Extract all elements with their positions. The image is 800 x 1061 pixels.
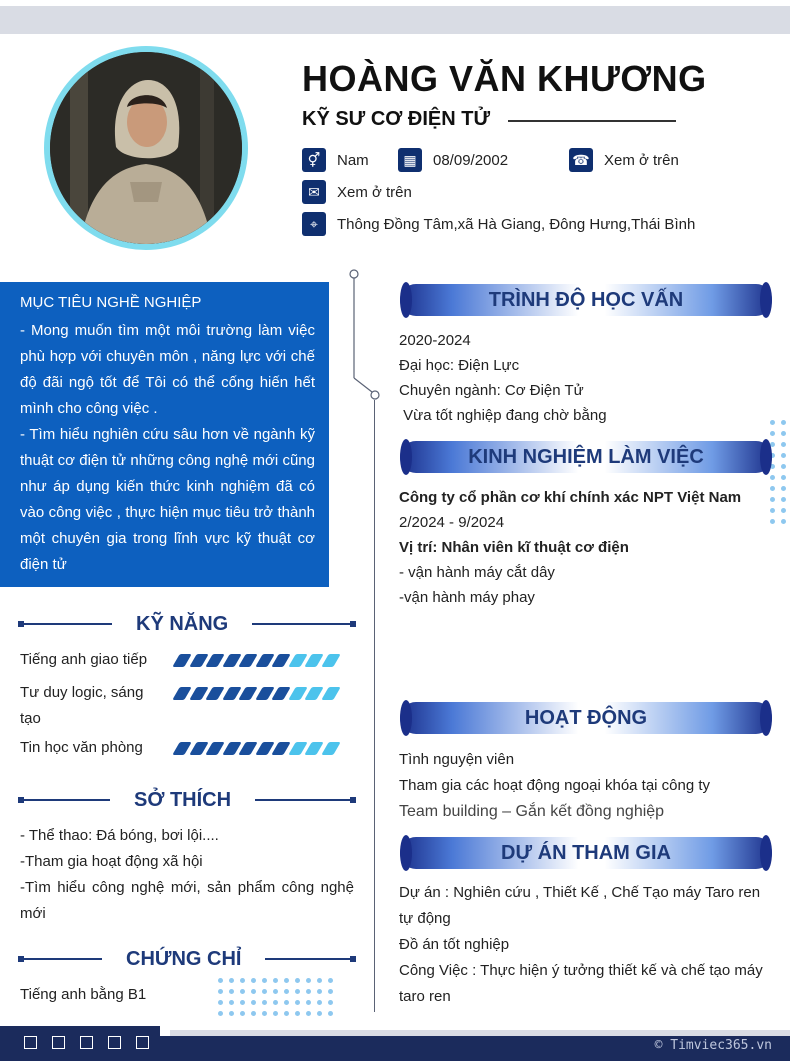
dot [328,1000,333,1005]
dot [240,1000,245,1005]
skill-name: Tin học văn phòng [20,739,143,756]
hobby-item: - Thể thao: Đá bóng, bơi lội.... [20,827,219,844]
dot [229,1011,234,1016]
birthday-row [398,148,508,172]
dot [284,989,289,994]
education-content [399,328,771,428]
dot [781,442,786,447]
timeline-line [374,400,375,1012]
dot [306,989,311,994]
dot [218,989,223,994]
dot [306,1000,311,1005]
experience-content [399,485,771,610]
skill-level-bar [176,742,341,755]
footer-square-icon [52,1036,65,1049]
birthday-cake-icon: ▦ [398,148,422,172]
dot [262,1000,267,1005]
footer-square-icon [108,1036,121,1049]
dot [328,1011,333,1016]
experience-period: 2/2024 - 9/2024 [399,514,505,531]
project-item: Đồ án tốt nghiệp [399,936,510,953]
dot [306,1011,311,1016]
dot [781,453,786,458]
projects-title: DỰ ÁN THAM GIA [501,841,671,864]
dot [328,978,333,983]
skills-title: KỸ NĂNG [136,612,229,635]
skill-segment [321,654,341,667]
certificate-item: Tiếng anh bằng B1 [20,986,147,1003]
activity-item: Team building – Gắn kết đồng nghiệp [399,803,665,820]
activities-ribbon [400,702,772,734]
dot [781,475,786,480]
dot [317,989,322,994]
dot [240,989,245,994]
dot [218,1011,223,1016]
job-title: KỸ SƯ CƠ ĐIỆN TỬ [302,108,491,130]
dot [328,989,333,994]
address-row [302,212,695,236]
dot [273,989,278,994]
skill-level-bar [176,687,341,700]
dot [284,978,289,983]
experience-task: -vận hành máy phay [399,589,535,606]
dot [218,978,223,983]
top-bar [0,6,790,34]
dot [781,464,786,469]
education-title: TRÌNH ĐỘ HỌC VẤN [488,288,684,311]
footer-square-icon [136,1036,149,1049]
experience-title: KINH NGHIỆM LÀM VIỆC [468,445,704,468]
dot [781,431,786,436]
certificates-title: CHỨNG CHỈ [126,947,242,970]
footer-brand: © Timviec365.vn [654,1038,772,1053]
footer-square-icon [24,1036,37,1049]
phone-icon: ☎ [569,148,593,172]
skill-name: Tiếng anh giao tiếp [20,651,148,668]
objective-title: MỤC TIÊU NGHỀ NGHIỆP [20,294,202,311]
hobbies-title: SỞ THÍCH [134,788,232,811]
education-school: Đại học: Điện Lực [399,357,520,374]
projects-content [399,880,771,1010]
avatar [44,46,248,250]
dot [295,978,300,983]
dot [229,989,234,994]
dot [262,978,267,983]
projects-ribbon [400,837,772,869]
dot [770,475,775,480]
timeline-connector [348,268,382,400]
dot [240,978,245,983]
dot [273,978,278,983]
experience-company: Công ty cổ phần cơ khí chính xác NPT Việt Nam [399,489,742,506]
dot [251,978,256,983]
gender-row [302,148,369,172]
dot [251,1000,256,1005]
dot [295,989,300,994]
education-years: 2020-2024 [399,332,471,349]
activity-item: Tham gia các hoạt động ngoại khóa tại công ty [399,777,711,794]
certificates-header [20,947,354,971]
gender-icon: ⚥ [302,148,326,172]
skill-level-bar [176,654,341,667]
activity-item: Tình nguyện viên [399,751,515,768]
dot [306,978,311,983]
dot [251,989,256,994]
decorative-dots [218,978,333,1016]
education-ribbon [400,284,772,316]
experience-position: Vị trí: Nhân viên kĩ thuật cơ điện [399,539,629,556]
hobby-item: -Tìm hiểu công nghệ mới, sản phẩm công nghệ mới [20,879,354,922]
gender-value: Nam [337,151,369,169]
location-pin-icon: ⌖ [302,212,326,236]
dot [781,497,786,502]
dot [317,1000,322,1005]
mail-icon: ✉ [302,180,326,204]
dot [284,1011,289,1016]
activities-content [399,747,771,825]
email-value: Xem ở trên [337,183,412,201]
footer-square-icon [80,1036,93,1049]
skill-segment [321,687,341,700]
profile-photo [50,52,242,244]
project-item: Dự án : Nghiên cứu , Thiết Kế , Chế Tạo máy Taro ren tự động [399,884,761,927]
dot [781,420,786,425]
email-row [302,180,412,204]
address-value: Thông Đồng Tâm,xã Hà Giang, Đông Hưng,Thái Bình [337,215,696,233]
dot [229,978,234,983]
dot [317,978,322,983]
dot [240,1011,245,1016]
hobbies-header [20,788,354,812]
dot [273,1011,278,1016]
dot [770,431,775,436]
dot [781,486,786,491]
phone-value: Xem ở trên [604,151,679,169]
education-major: Chuyên ngành: Cơ Điện Tử [399,382,584,399]
project-item: Công Việc : Thực hiện ý tưởng thiết kế và chế tạo máy taro ren [399,962,763,1005]
dot [317,1011,322,1016]
dot [284,1000,289,1005]
skill-segment [321,742,341,755]
objective-paragraph-1: - Mong muốn tìm một môi trường làm việc phù hợp với chuyên môn , năng lực với chế độ đãi ngộ tốt để Tôi có thể cống hiến hết mình cho công việc . [20,322,315,417]
dot [262,1011,267,1016]
dot [295,1000,300,1005]
career-objective [0,282,329,587]
activities-title: HOẠT ĐỘNG [524,706,648,729]
candidate-name: HOÀNG VĂN KHƯƠNG [302,58,707,99]
dot [295,1011,300,1016]
dot [262,989,267,994]
objective-paragraph-2: - Tìm hiểu nghiên cứu sâu hơn về ngành kỹ thuật cơ điện tử những công nghệ mới cũng như áp dụng kiến thức kinh nghiệm đã có vào công việc , thực hiện mục tiêu trở thành một chuyên gia trong lĩnh vực kỹ thuật cơ điện tử [20,426,315,573]
education-status: Vừa tốt nghiệp đang chờ bằng [399,407,607,424]
dot [781,508,786,513]
hobbies-list [20,823,354,927]
person-photo-icon [50,52,242,244]
phone-row [569,148,679,172]
experience-ribbon [400,441,772,473]
hobby-item: -Tham gia hoạt động xã hội [20,853,203,870]
experience-task: - vận hành máy cắt dây [399,564,555,581]
skills-header [20,612,354,636]
dot [229,1000,234,1005]
dot [218,1000,223,1005]
dot [251,1011,256,1016]
title-divider [508,120,676,122]
footer-bar [0,1026,800,1061]
dot [273,1000,278,1005]
dot [781,519,786,524]
skill-name: Tư duy logic, sáng tạo [20,684,144,727]
birthday-value: 08/09/2002 [433,151,509,169]
decorative-dots [770,420,786,524]
